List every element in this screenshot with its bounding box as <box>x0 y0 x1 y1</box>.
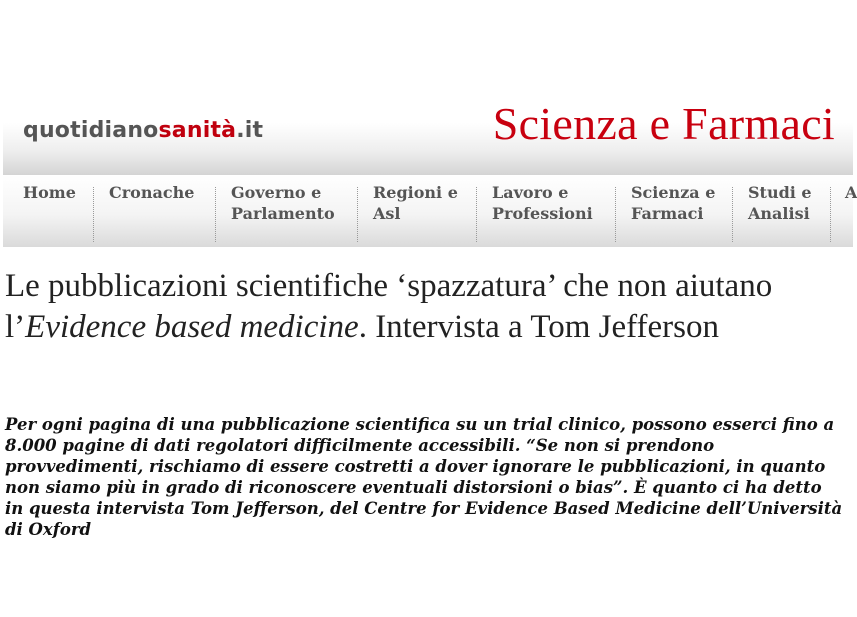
nav-item-cronache[interactable] <box>109 182 194 203</box>
headline-text-end: . Intervista a Tom Jefferson <box>358 309 719 345</box>
nav-item-label: Regioni e <box>373 183 458 202</box>
headline-text: Le pubblicazioni scientifiche ‘spazzatura’ che non aiutano l’ <box>5 268 773 345</box>
nav-separator <box>615 187 616 242</box>
nav-separator <box>93 187 94 242</box>
nav-item-truncated[interactable] <box>845 182 857 203</box>
article-lead: Per ogni pagina di una pubblicazione scientifica su un trial clinico, possono esserci fino a 8.000 pagine di dati regolatori difficilmente accessibili. “Se non si prendono provvedimenti, rischiamo di essere costretti a dover ignorare le pubblicazioni, in quanto non siamo più in grado di riconoscere eventuali distorsioni o bias”. È quanto ci ha detto in questa intervista Tom Jefferson, del Centre for Evidence Based Medicine dell’Università di Oxford <box>5 415 843 539</box>
nav-item-lavoro-professioni[interactable] <box>492 182 593 224</box>
nav-item-label: Scienza e <box>631 183 716 202</box>
nav-item-label: Studi e <box>748 183 812 202</box>
nav-item-label: Asl <box>373 204 401 223</box>
nav-separator <box>830 187 831 242</box>
nav-item-label: Professioni <box>492 204 593 223</box>
nav-item-label: Parlamento <box>231 204 335 223</box>
site-header <box>3 95 853 175</box>
logo-text-sanita: sanità <box>158 118 237 143</box>
nav-item-label: Analisi <box>748 204 810 223</box>
headline-italic-text: Evidence based medicine <box>25 309 359 345</box>
logo-text-domain: .it <box>236 118 264 143</box>
nav-separator <box>732 187 733 242</box>
main-nav <box>3 175 857 247</box>
nav-item-label: Lavoro e <box>492 183 569 202</box>
site-logo[interactable] <box>23 118 263 143</box>
nav-item-label: Home <box>23 183 76 202</box>
section-title: Scienza e Farmaci <box>492 98 835 149</box>
logo-text-quotidiano: quotidiano <box>23 118 159 143</box>
nav-separator <box>215 187 216 242</box>
nav-item-label: Governo e <box>231 183 322 202</box>
nav-item-label: Farmaci <box>631 204 704 223</box>
article-headline <box>5 266 850 348</box>
nav-item-label: Cronache <box>109 183 195 202</box>
nav-item-label: A <box>845 183 857 202</box>
nav-item-regioni-asl[interactable] <box>373 182 458 224</box>
nav-item-scienza-farmaci[interactable] <box>631 182 715 224</box>
nav-item-studi-analisi[interactable] <box>748 182 812 224</box>
nav-item-home[interactable] <box>23 182 76 203</box>
nav-separator <box>357 187 358 242</box>
nav-item-governo-parlamento[interactable] <box>231 182 335 224</box>
nav-separator <box>476 187 477 242</box>
